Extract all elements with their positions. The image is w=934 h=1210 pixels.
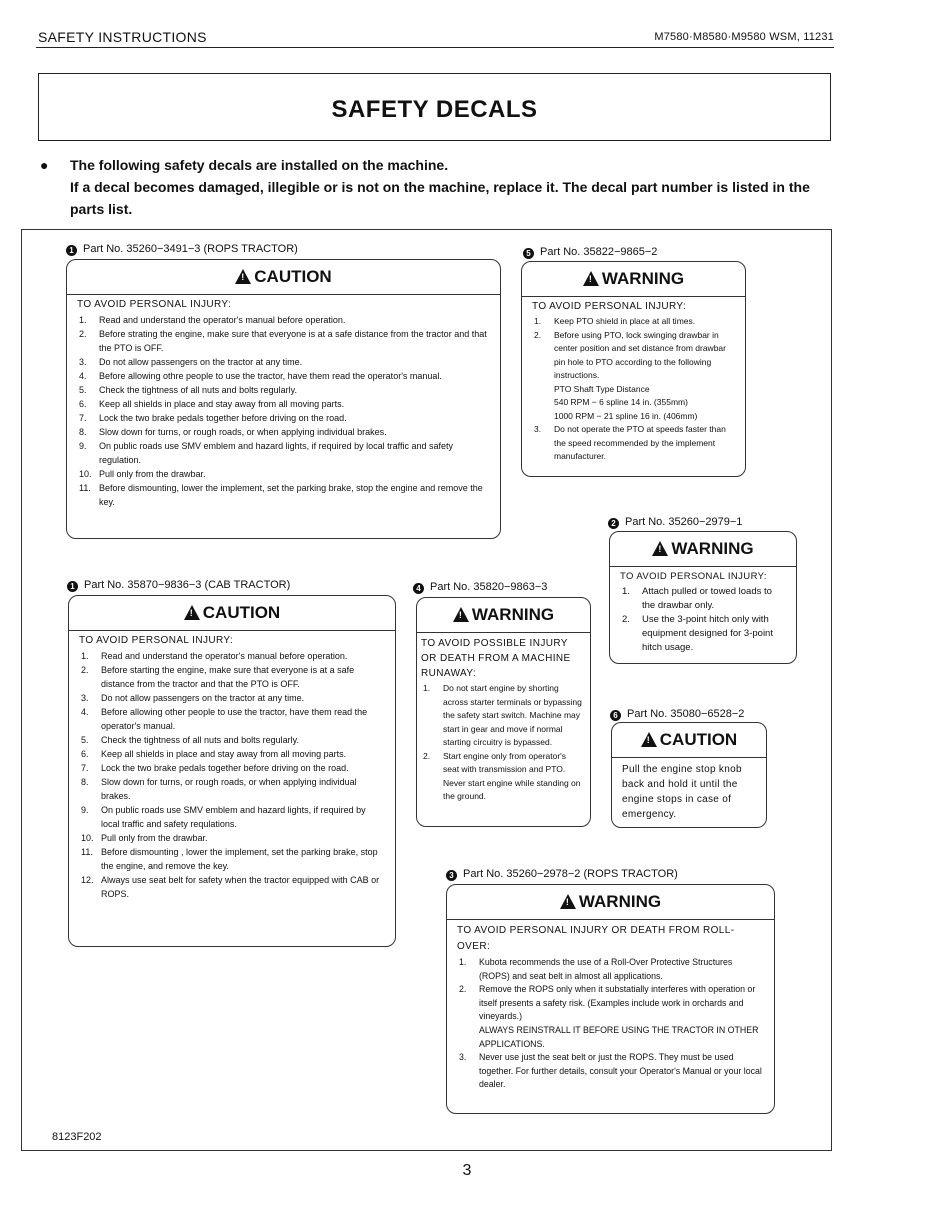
warning-triangle-icon (583, 271, 599, 286)
list-item: 6. Keep all shields in place and stay away from all moving parts. (79, 399, 345, 409)
decal-body: Pull the engine stop knob back and hold it until the engine stops in case of emergency. (622, 764, 742, 820)
list-item: 9. On public roads use SMV emblem and hazard lights, if required by local traffic and safety regulation. (79, 441, 454, 465)
list-item: 7. Lock the two brake pedals together before driving on the road. (79, 413, 347, 423)
decal-1b-part-label: 1 Part No. 35870−9836−3 (CAB TRACTOR) (67, 579, 290, 592)
list-item: 10. Pull only from the drawbar. (81, 833, 208, 843)
list-item: 11. Before dismounting , lower the implement, set the parking brake, stop the engine, and remove the key. (81, 847, 378, 871)
decal-lead: TO AVOID PERSONAL INJURY: (620, 571, 767, 582)
title-box (38, 73, 831, 141)
intro-line-2: If a decal becomes damaged, illegible or is not on the machine, replace it. The decal part number is listed in the parts list. (70, 179, 810, 217)
decal-lead: TO AVOID PERSONAL INJURY: (77, 299, 232, 310)
list-item: 1. Do not start engine by shorting across starter terminals or bypassing the safety start switch. Machine may start in gear and move if normal starting circuitry is bypassed. (423, 683, 582, 747)
decal-2-part-label: 2 Part No. 35260−2979−1 (608, 516, 742, 529)
list-item: 8. Slow down for turns, or rough roads, or when applying individual brakes. (79, 427, 387, 437)
decal-number-badge: 4 (413, 583, 424, 594)
warning-triangle-icon (641, 732, 657, 747)
list-item: 2. Before starting the engine, make sure that everyone is at a safe distance from the tractor and that the PTO is OFF. (81, 665, 355, 689)
list-item: 2. Before using PTO, lock swinging drawbar in center position and set distance from drawbar pin hole to PTO according to the following instructions. (534, 329, 726, 380)
decal-1-caution (66, 259, 501, 539)
model-header: M7580·M8580·M9580 WSM, 11231 (654, 31, 834, 43)
list-item: 7. Lock the two brake pedals together before driving on the road. (81, 763, 349, 773)
decal-number-badge: 1 (66, 245, 77, 256)
decal-3-part-label: 3 Part No. 35260−2978−2 (ROPS TRACTOR) (446, 868, 678, 881)
decal-2-warning (609, 531, 797, 664)
header-rule (36, 47, 834, 48)
list-item: 2. Use the 3-point hitch only with equipment designed for 3-point hitch usage. (622, 614, 773, 653)
decal-number-badge: 6 (610, 710, 621, 721)
list-item: 1. Keep PTO shield in place at all times. (534, 316, 696, 326)
decal-number-badge: 1 (67, 581, 78, 592)
pto-table-head: PTO Shaft Type Distance (554, 383, 650, 394)
list-item: 1. Read and understand the operator's manual before operation. (81, 651, 348, 661)
decal-1-list (67, 313, 500, 509)
pto-table-row: 540 RPM − 6 spline 14 in. (355mm) (554, 397, 688, 407)
pto-table-row: 1000 RPM − 21 spline 16 in. (406mm) (554, 410, 698, 421)
decal-5-warning (521, 261, 746, 477)
decal-6-part-label: 6 Part No. 35080−6528−2 (610, 708, 744, 721)
intro-line-1: The following safety decals are installed on the machine. (70, 157, 449, 173)
decal-signal-word: !WARNING (522, 262, 745, 297)
warning-triangle-icon (652, 541, 668, 556)
list-item: 12. Always use seat belt for safety when the tractor equipped with CAB or ROPS. (81, 875, 380, 899)
decal-signal-word: !CAUTION (69, 596, 395, 631)
list-item: 1. Kubota recommends the use of a Roll-Over Protective Structures (ROPS) and seat belt in almost all applications. (459, 957, 733, 981)
list-item: 3. Do not allow passengers on the tractor at any time. (81, 693, 305, 703)
warning-triangle-icon (560, 894, 576, 909)
list-item: 3. Do not operate the PTO at speeds faster than the speed recommended by the implement manufacturer. (534, 424, 726, 461)
list-item: 4. Before allowing othre people to use the tractor, have them read the operator's manual. (79, 371, 442, 381)
decal-3-warning (446, 884, 775, 1114)
list-item: 11. Before dismounting, lower the implement, set the parking brake, stop the engine and remove the key. (79, 483, 483, 507)
list-item: 2. Start engine only from operator's seat with transmission and PTO. Never start engine while standing on the ground. (423, 750, 581, 801)
figure-id: 8123F202 (52, 1131, 102, 1143)
list-item: 10. Pull only from the drawbar. (79, 469, 206, 479)
list-item: 8. Slow down for turns, or rough roads, or when applying individual brakes. (81, 777, 357, 801)
decal-5-part-label: 5 Part No. 35822−9865−2 (523, 246, 657, 259)
list-item: 9. On public roads use SMV emblem and hazard lights, if required by local traffic and safety requlations. (81, 805, 366, 829)
page-title: SAFETY DECALS (331, 96, 538, 123)
decal-signal-word: !CAUTION (612, 723, 766, 758)
warning-triangle-icon (453, 607, 469, 622)
decal-lead: TO AVOID PERSONAL INJURY: (79, 635, 234, 646)
list-item: 2. Remove the ROPS only when it substatially interferes with operation or itself presents a safety risk. (Examples include work in orchards and vineyards.) ALWAYS REINSTRALL IT BEFORE USING THE TRACTOR IN OTHER APPLICATIONS. (459, 984, 759, 1049)
decal-lead: TO AVOID POSSIBLE INJURY OR DEATH FROM A MACHINE RUNAWAY: (421, 638, 571, 679)
reinstall-notice: ALWAYS REINSTRALL IT BEFORE USING THE TRACTOR IN OTHER APPLICATIONS. (479, 1024, 759, 1049)
warning-triangle-icon (184, 605, 200, 620)
list-item: 5. Check the tightness of all nuts and bolts regularly. (79, 385, 297, 395)
list-item: 6. Keep all shields in place and stay away from all moving parts. (81, 749, 347, 759)
decal-signal-word: !WARNING (447, 885, 774, 920)
bullet-icon: ● (40, 157, 49, 173)
decal-1-part-label: 1 Part No. 35260−3491−3 (ROPS TRACTOR) (66, 243, 298, 256)
decal-lead: TO AVOID PERSONAL INJURY: (532, 301, 687, 312)
list-item: 2. Before strating the engine, make sure that everyone is at a safe distance from the tractor and that the PTO is OFF. (79, 329, 487, 353)
decal-4-warning (416, 597, 591, 827)
list-item: 3. Do not allow passengers on the tractor at any time. (79, 357, 303, 367)
decal-number-badge: 3 (446, 870, 457, 881)
section-header: SAFETY INSTRUCTIONS (38, 29, 207, 45)
list-item: 4. Before allowing other people to use the tractor, have them read the operator's manual. (81, 707, 368, 731)
decal-signal-word: !WARNING (610, 532, 796, 567)
list-item: 1. Read and understand the operator's manual before operation. (79, 315, 346, 325)
list-item: 3. Never use just the seat belt or just the ROPS. They must be used together. For further details, consult your Operator's Manual or your local dealer. (459, 1052, 762, 1090)
page-number: 3 (462, 1162, 472, 1179)
warning-triangle-icon (235, 269, 251, 284)
list-item: 1. Attach pulled or towed loads to the drawbar only. (622, 586, 772, 611)
list-item: 5. Check the tightness of all nuts and bolts regularly. (81, 735, 299, 745)
pto-table (522, 383, 745, 424)
decal-1b-caution (68, 595, 396, 947)
decal-lead: TO AVOID PERSONAL INJURY OR DEATH FROM ROLL-OVER: (457, 925, 735, 952)
decal-number-badge: 5 (523, 248, 534, 259)
decal-6-caution (611, 722, 767, 828)
decal-4-part-label: 4 Part No. 35820−9863−3 (413, 581, 547, 594)
decal-signal-word: !CAUTION (67, 260, 500, 295)
decal-number-badge: 2 (608, 518, 619, 529)
decal-signal-word: !WARNING (417, 598, 590, 633)
